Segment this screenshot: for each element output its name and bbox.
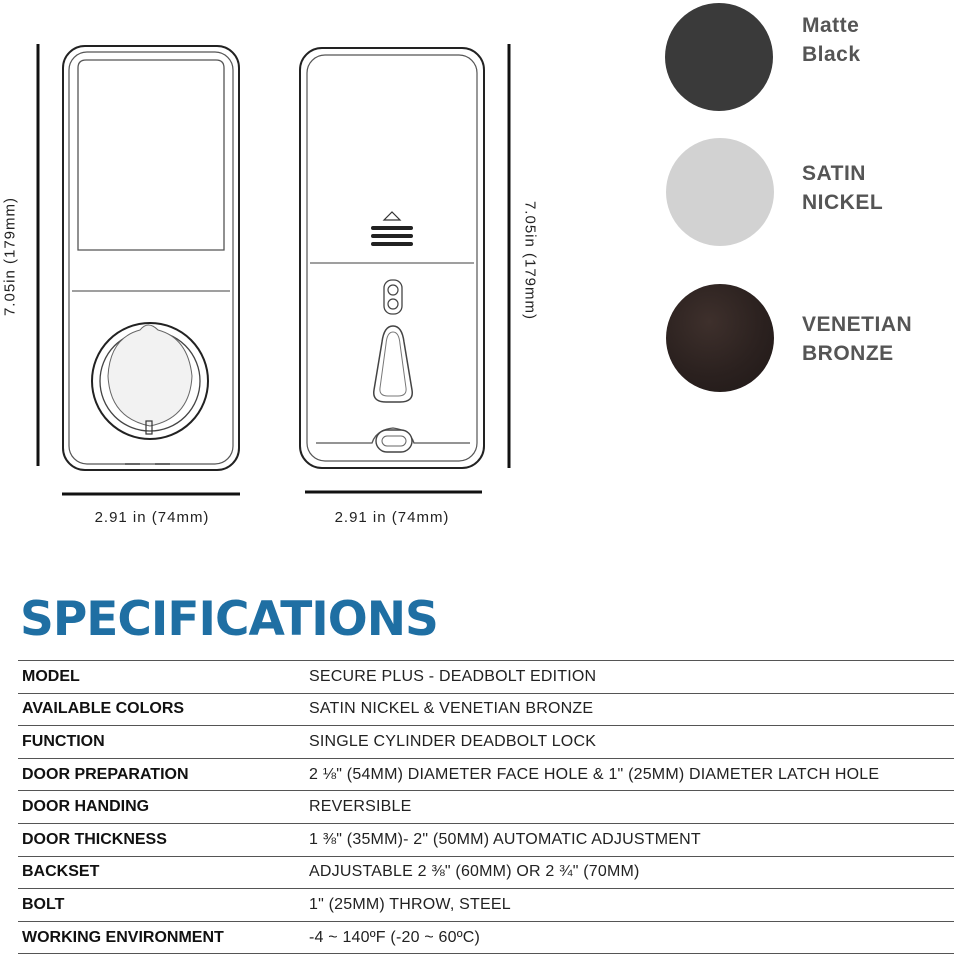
spec-label: BACKSET	[18, 856, 305, 889]
color-name-line2: NICKEL	[802, 190, 884, 214]
table-row	[18, 661, 954, 694]
table-row	[18, 758, 954, 791]
spec-value: SINGLE CYLINDER DEADBOLT LOCK	[305, 726, 954, 759]
spec-label: DOOR PREPARATION	[18, 758, 305, 791]
table-row	[18, 791, 954, 824]
table-row	[18, 921, 954, 954]
spec-value: ADJUSTABLE 2 ⅜" (60MM) OR 2 ¾" (70MM)	[305, 856, 954, 889]
color-swatch-matte-black	[665, 3, 773, 111]
spec-label: DOOR HANDING	[18, 791, 305, 824]
color-label-satin-nickel	[802, 160, 883, 217]
color-name-line2: BRONZE	[802, 341, 894, 365]
spec-value: 1 ⅜" (35MM)- 2" (50MM) AUTOMATIC ADJUSTMENT	[305, 823, 954, 856]
spec-value: SATIN NICKEL & VENETIAN BRONZE	[305, 693, 954, 726]
front-height-label: 7.05in (179mm)	[1, 196, 19, 317]
spec-label: MODEL	[18, 661, 305, 694]
spec-label: WORKING ENVIRONMENT	[18, 921, 305, 954]
spec-value: 1" (25MM) THROW, STEEL	[305, 889, 954, 922]
front-width-label: 2.91 in (74mm)	[94, 509, 210, 526]
table-row	[18, 823, 954, 856]
spec-label: AVAILABLE COLORS	[18, 693, 305, 726]
spec-label: FUNCTION	[18, 726, 305, 759]
spec-value: -4 ~ 140ºF (-20 ~ 60ºC)	[305, 921, 954, 954]
spec-label: DOOR THICKNESS	[18, 823, 305, 856]
spec-value: 2 ⅛" (54MM) DIAMETER FACE HOLE & 1" (25MM) DIAMETER LATCH HOLE	[305, 758, 954, 791]
table-row	[18, 693, 954, 726]
table-row	[18, 856, 954, 889]
specifications-table	[18, 660, 954, 954]
table-row	[18, 726, 954, 759]
specifications-title: SPECIFICATIONS	[20, 592, 438, 647]
color-name-line1: Matte	[802, 14, 860, 37]
color-swatch-venetian-bronze	[666, 284, 774, 392]
color-label-matte-black	[802, 12, 861, 70]
spec-label: BOLT	[18, 889, 305, 922]
back-width-label: 2.91 in (74mm)	[334, 509, 450, 526]
color-name-line1: VENETIAN	[802, 313, 913, 336]
color-name-line2: Black	[802, 42, 861, 66]
back-lock-drawing	[290, 38, 520, 518]
color-swatch-satin-nickel	[666, 138, 774, 246]
back-height-label: 7.05in (179mm)	[521, 200, 539, 321]
front-lock-drawing	[30, 38, 250, 518]
spec-value: SECURE PLUS - DEADBOLT EDITION	[305, 661, 954, 694]
color-label-venetian-bronze	[802, 311, 912, 368]
spec-value: REVERSIBLE	[305, 791, 954, 824]
color-name-line1: SATIN	[802, 162, 866, 185]
table-row	[18, 889, 954, 922]
